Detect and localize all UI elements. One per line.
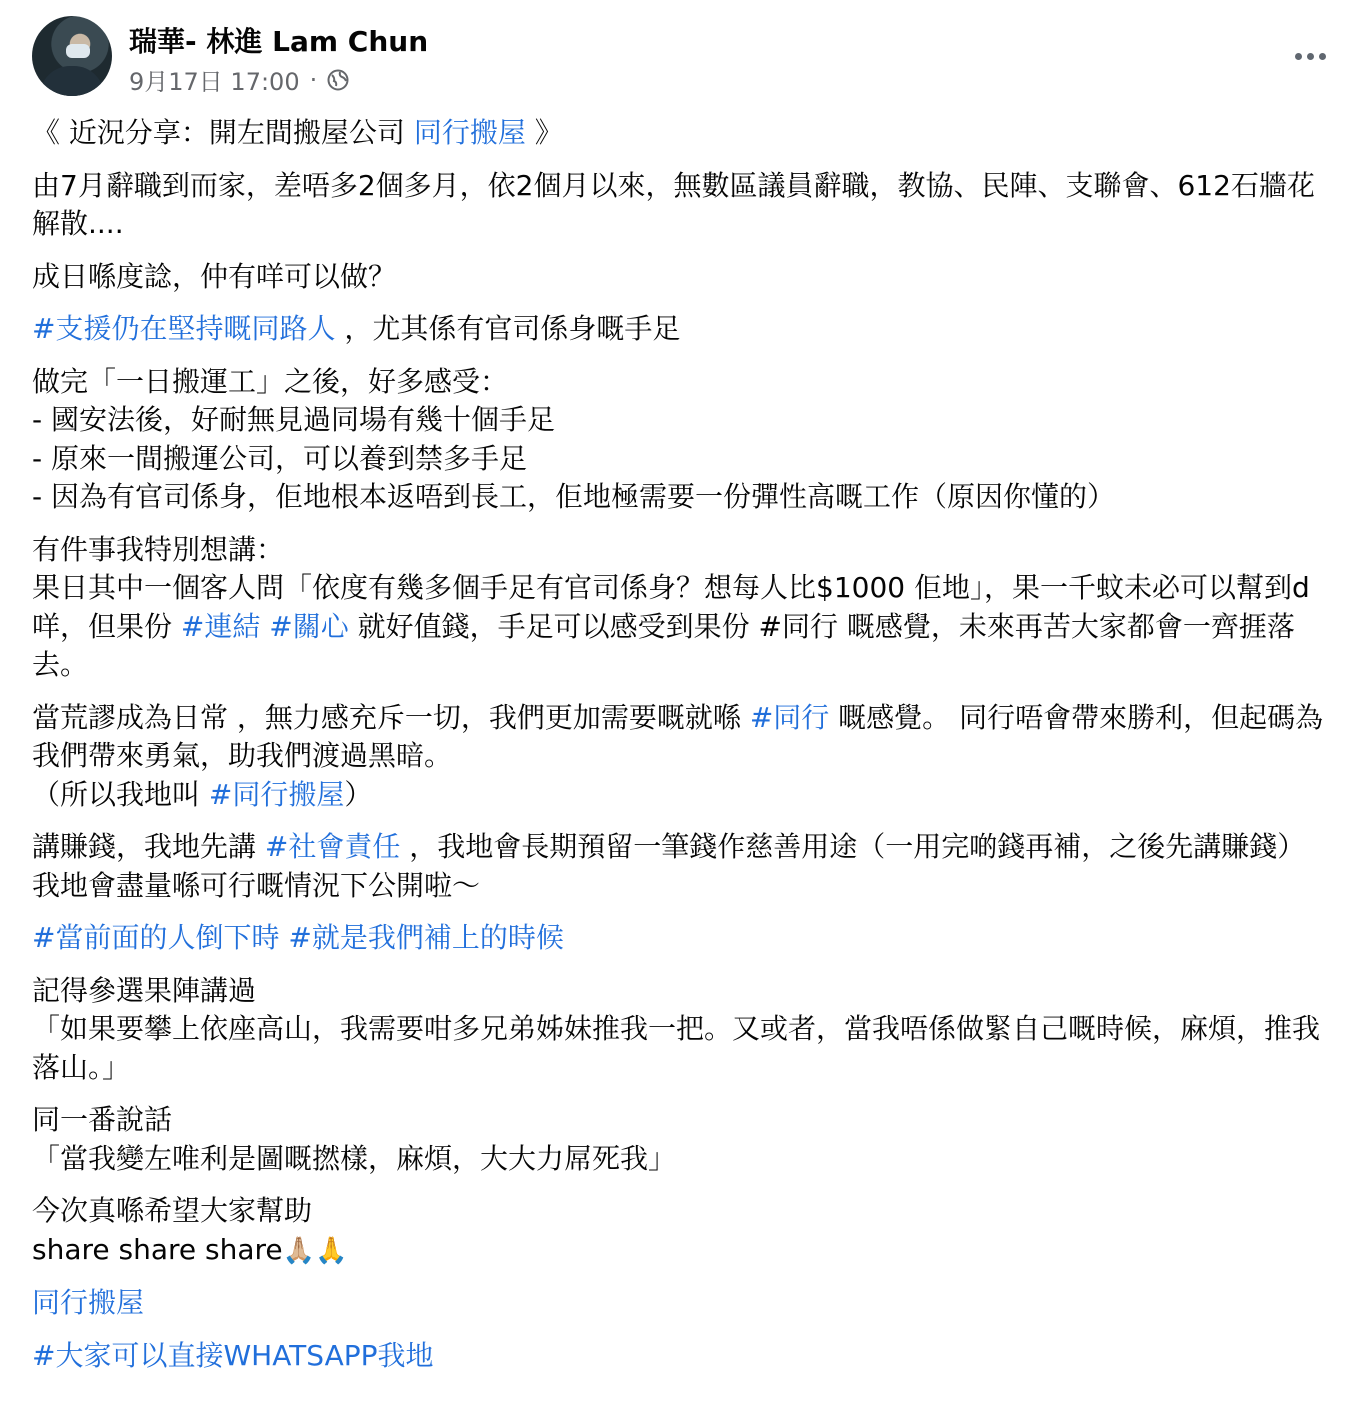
page-link[interactable]: 同行搬屋 bbox=[32, 1286, 145, 1319]
meta-separator: · bbox=[309, 65, 318, 94]
paragraph-13 bbox=[32, 1337, 1332, 1376]
hashtag-link[interactable]: #關心 bbox=[269, 609, 349, 643]
pray-emoji-icon: 🙏🏼🙏 bbox=[282, 1235, 348, 1266]
paragraph-12 bbox=[32, 1284, 1332, 1323]
more-dot-icon bbox=[1319, 53, 1326, 60]
post-header bbox=[32, 16, 1332, 96]
paragraph-7: 講賺錢，我地先講 #社會責任 ，我地會長期預留一筆錢作慈善用途（一用完啲錢再補，之後先講賺錢） 我地會盡量喺可行嘅情況下公開啦～ bbox=[32, 830, 1306, 902]
hashtag-link[interactable]: #就是我們補上的時候 bbox=[288, 921, 564, 954]
hashtag-link[interactable]: #支援仍在堅持嘅同路人 bbox=[32, 312, 336, 345]
post-content bbox=[32, 114, 1332, 1389]
paragraph-3: #支援仍在堅持嘅同路人 ，尤其係有官司係身嘅手足 bbox=[32, 312, 681, 345]
hashtag-link[interactable]: #社會責任 bbox=[264, 830, 401, 863]
more-options-button[interactable] bbox=[1288, 38, 1332, 74]
avatar-mask bbox=[66, 44, 90, 58]
post-date[interactable]: 9月17日 17:00 bbox=[129, 68, 300, 96]
paragraph-9: 記得參選果陣講過 「如果要攀上依座高山，我需要咁多兄弟姊妹推我一把。又或者，當我唔係做緊自己嘅時候，麻煩，推我落山。」 bbox=[32, 973, 1321, 1084]
post-meta bbox=[129, 62, 349, 97]
more-dot-icon bbox=[1307, 53, 1314, 60]
hashtag-link[interactable]: #大家可以直接WHATSAPP我地 bbox=[32, 1338, 434, 1372]
paragraph-6: 當荒謬成為日常 ，無力感充斥一切，我們更加需要嘅就喺 #同行 嘅感覺。 同行唔會帶來勝利，但起碼為我們帶來勇氣，助我們渡過黑暗。 （所以我地叫 #同行搬屋） bbox=[32, 700, 1324, 811]
hashtag-link[interactable]: #同行 bbox=[749, 700, 830, 734]
more-dot-icon bbox=[1295, 53, 1302, 60]
paragraph-2: 成日喺度諗，仲有咩可以做？ bbox=[32, 259, 397, 293]
paragraph-8 bbox=[32, 919, 1332, 958]
paragraph-4: 做完「一日搬運工」之後，好多感受： - 國安法後，好耐無見過同場有幾十個手足 - 原來一間搬運公司，可以養到禁多手足 - 因為有官司係身，佢地根本返唔到長工，佢地極需要一份彈性高嘅工作（原因你懂的） bbox=[32, 364, 1116, 513]
avatar[interactable] bbox=[32, 16, 112, 96]
author-name[interactable]: 瑞華- 林進 Lam Chun bbox=[129, 25, 429, 58]
title-link[interactable]: 同行搬屋 bbox=[413, 116, 526, 149]
paragraph-11: 今次真喺希望大家幫助 share share share🙏🏼🙏 bbox=[32, 1192, 1332, 1270]
post-title: 《 近況分享：開左間搬屋公司 同行搬屋 》 bbox=[32, 116, 563, 149]
globe-icon[interactable] bbox=[327, 69, 349, 91]
avatar-shirt bbox=[40, 66, 104, 96]
paragraph-1: 由7月辭職到而家，差唔多2個多月，依2個月以來，無數區議員辭職，教協、民陣、支聯會、612石牆花解散.... bbox=[32, 168, 1315, 240]
hashtag-link[interactable]: #同行搬屋 bbox=[208, 777, 345, 811]
hashtag-link[interactable]: #當前面的人倒下時 bbox=[32, 921, 280, 954]
paragraph-5: 有件事我特別想講： 果日其中一個客人問「依度有幾多個手足有官司係身？想每人比$1000 佢地」，果一千蚊未必可以幫到d咩，但果份 #連結 #關心 就好值錢，手足可以感受到果份 #同行 嘅感覺，未來再苦大家都會一齊捱落去。 bbox=[32, 532, 1310, 681]
hashtag-link[interactable]: #連結 bbox=[180, 609, 261, 643]
paragraph-10: 同一番說話 「當我變左唯利是圖嘅撚樣，麻煩，大大力屌死我」 bbox=[32, 1103, 677, 1175]
